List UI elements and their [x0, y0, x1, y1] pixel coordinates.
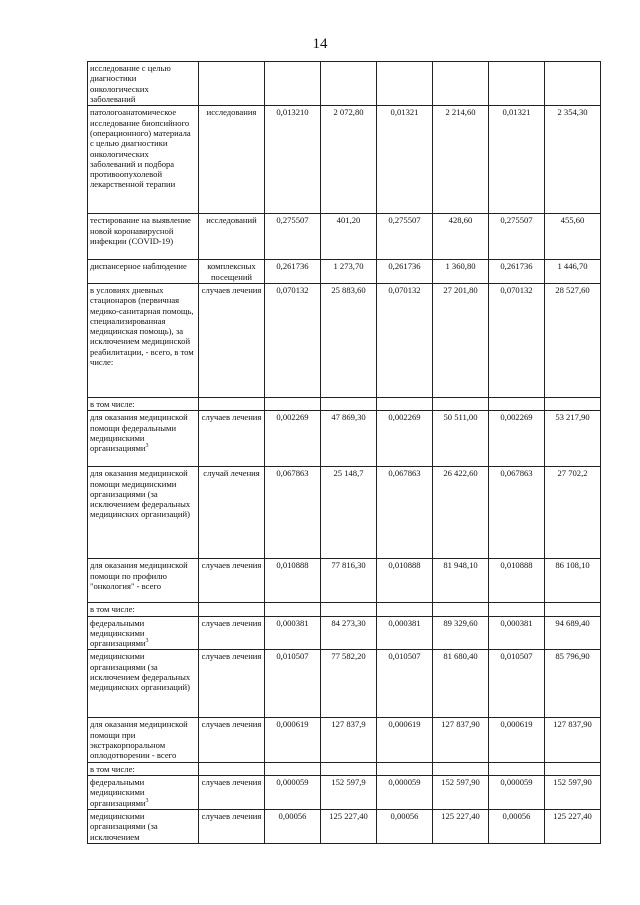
cost-norm-cell: 401,20 — [321, 214, 377, 260]
row-unit: случаев лечения — [199, 616, 265, 650]
cost-norm-cell: 26 422,60 — [433, 467, 489, 559]
cost-norm-cell — [433, 762, 489, 775]
volume-norm-cell: 0,067863 — [377, 467, 433, 559]
row-name — [88, 650, 199, 718]
cost-norm-cell: 77 582,20 — [321, 650, 377, 718]
volume-norm-cell: 0,000059 — [489, 776, 545, 810]
table-row — [88, 62, 601, 106]
volume-norm-cell: 0,000619 — [489, 718, 545, 762]
page-number: 14 — [312, 36, 328, 52]
row-unit: случаев лечения — [199, 809, 265, 843]
volume-norm-cell — [489, 603, 545, 616]
cost-norm-cell — [545, 762, 601, 775]
cost-norm-cell: 28 527,60 — [545, 283, 601, 397]
cost-norm-cell: 25 883,60 — [321, 283, 377, 397]
cost-norm-cell: 2 072,80 — [321, 106, 377, 214]
volume-norm-cell — [377, 397, 433, 410]
row-name — [88, 411, 199, 467]
volume-norm-cell: 0,000381 — [377, 616, 433, 650]
volume-norm-cell: 0,010888 — [265, 559, 321, 603]
row-unit — [199, 762, 265, 775]
volume-norm-cell: 0,067863 — [265, 467, 321, 559]
cost-norm-cell — [321, 62, 377, 106]
table-body — [88, 62, 601, 844]
table-row — [88, 106, 601, 214]
row-unit: исследования — [199, 106, 265, 214]
volume-norm-cell: 0,010507 — [265, 650, 321, 718]
cost-norm-cell: 47 869,30 — [321, 411, 377, 467]
cost-norm-cell — [433, 603, 489, 616]
volume-norm-cell: 0,261736 — [265, 260, 321, 284]
volume-norm-cell: 0,000619 — [265, 718, 321, 762]
volume-norm-cell: 0,002269 — [377, 411, 433, 467]
row-name — [88, 397, 199, 410]
row-unit: случай лечения — [199, 467, 265, 559]
volume-norm-cell — [489, 62, 545, 106]
cost-norm-cell: 152 597,90 — [433, 776, 489, 810]
volume-norm-cell: 0,002269 — [489, 411, 545, 467]
volume-norm-cell: 0,000619 — [377, 718, 433, 762]
row-unit: комплексных посещений — [199, 260, 265, 284]
cost-norm-cell — [433, 62, 489, 106]
row-name-text: в том числе: — [90, 604, 135, 615]
row-name — [88, 467, 199, 559]
volume-norm-cell: 0,00056 — [489, 809, 545, 843]
cost-norm-cell: 1 273,70 — [321, 260, 377, 284]
row-name-text: диспансерное наблюдение — [90, 261, 187, 272]
volume-norm-cell: 0,275507 — [377, 214, 433, 260]
volume-norm-cell: 0,070132 — [489, 283, 545, 397]
cost-norm-cell: 127 837,90 — [545, 718, 601, 762]
row-unit: случаев лечения — [199, 776, 265, 810]
row-name-text: для оказания медицинской помощи федеральными медицинскими организациями — [90, 412, 188, 454]
cost-norm-cell — [433, 397, 489, 410]
volume-norm-cell: 0,067863 — [489, 467, 545, 559]
rates-table — [87, 61, 601, 844]
volume-norm-cell: 0,261736 — [377, 260, 433, 284]
cost-norm-cell: 81 948,10 — [433, 559, 489, 603]
volume-norm-cell: 0,002269 — [265, 411, 321, 467]
cost-norm-cell: 2 214,60 — [433, 106, 489, 214]
row-name-text: федеральными медицинскими организациями — [90, 777, 146, 808]
cost-norm-cell: 85 796,90 — [545, 650, 601, 718]
row-name-text: федеральными медицинскими организациями — [90, 617, 146, 649]
row-unit: случаев лечения — [199, 411, 265, 467]
cost-norm-cell: 94 689,40 — [545, 616, 601, 650]
row-name-text: тестирование на выявление новой коронавирусной инфекции (COVID-19) — [90, 215, 191, 246]
cost-norm-cell — [545, 62, 601, 106]
row-name-text: для оказания медицинской помощи медицинскими организациями (за исключением федеральных медицинских организаций) — [90, 468, 191, 520]
table-row — [88, 260, 601, 284]
cost-norm-cell — [321, 762, 377, 775]
volume-norm-cell: 0,013210 — [265, 106, 321, 214]
volume-norm-cell — [377, 62, 433, 106]
row-name — [88, 809, 199, 843]
footnote-mark: 3 — [145, 797, 149, 804]
cost-norm-cell — [545, 397, 601, 410]
table-row — [88, 776, 601, 810]
cost-norm-cell: 1 446,70 — [545, 260, 601, 284]
volume-norm-cell — [377, 762, 433, 775]
table-row — [88, 650, 601, 718]
row-name-text: в том числе: — [90, 763, 135, 774]
cost-norm-cell: 125 227,40 — [433, 809, 489, 843]
cost-norm-cell: 50 511,00 — [433, 411, 489, 467]
row-name-text: медицинскими организациями (за исключением федеральных медицинских организаций) — [90, 651, 191, 693]
row-name — [88, 718, 199, 762]
row-name-text: для оказания медицинской помощи по профилю "онкология" - всего — [90, 560, 188, 591]
cost-norm-cell: 89 329,60 — [433, 616, 489, 650]
cost-norm-cell: 152 597,90 — [545, 776, 601, 810]
volume-norm-cell: 0,010507 — [489, 650, 545, 718]
volume-norm-cell — [265, 397, 321, 410]
cost-norm-cell: 125 227,40 — [321, 809, 377, 843]
cost-norm-cell: 27 702,2 — [545, 467, 601, 559]
footnote-mark: 3 — [145, 443, 149, 450]
cost-norm-cell: 125 227,40 — [545, 809, 601, 843]
volume-norm-cell: 0,000059 — [377, 776, 433, 810]
table-row — [88, 397, 601, 410]
row-name — [88, 260, 199, 284]
cost-norm-cell: 25 148,7 — [321, 467, 377, 559]
row-name-text: для оказания медицинской помощи при экстракорпоральном оплодотворении - всего — [90, 719, 188, 761]
cost-norm-cell: 27 201,80 — [433, 283, 489, 397]
volume-norm-cell: 0,01321 — [377, 106, 433, 214]
footnote-mark: 3 — [145, 638, 149, 645]
table-row — [88, 616, 601, 650]
row-name — [88, 62, 199, 106]
volume-norm-cell: 0,010888 — [377, 559, 433, 603]
volume-norm-cell: 0,00056 — [377, 809, 433, 843]
table-row — [88, 559, 601, 603]
row-unit: случаев лечения — [199, 650, 265, 718]
row-name-text: в условиях дневных стационаров (первичная медико-санитарная помощь, специализированная медицинская помощь), за исключением медицинской реабилитации, - всего, в том числе: — [90, 284, 194, 368]
row-name-text: медицинскими организациями (за исключением — [90, 810, 158, 842]
table-row — [88, 214, 601, 260]
row-name-text: исследование с целью диагностики онкологических заболеваний — [90, 63, 171, 104]
volume-norm-cell — [377, 603, 433, 616]
volume-norm-cell — [489, 397, 545, 410]
cost-norm-cell: 1 360,80 — [433, 260, 489, 284]
volume-norm-cell: 0,010888 — [489, 559, 545, 603]
volume-norm-cell: 0,000381 — [489, 616, 545, 650]
cost-norm-cell: 2 354,30 — [545, 106, 601, 214]
volume-norm-cell: 0,000381 — [265, 616, 321, 650]
table-row — [88, 718, 601, 762]
row-name — [88, 283, 199, 397]
table-row — [88, 809, 601, 843]
row-unit: случаев лечения — [199, 283, 265, 397]
volume-norm-cell — [265, 603, 321, 616]
volume-norm-cell: 0,010507 — [377, 650, 433, 718]
volume-norm-cell: 0,01321 — [489, 106, 545, 214]
row-unit — [199, 397, 265, 410]
volume-norm-cell: 0,000059 — [265, 776, 321, 810]
volume-norm-cell: 0,275507 — [489, 214, 545, 260]
volume-norm-cell: 0,275507 — [265, 214, 321, 260]
cost-norm-cell — [321, 603, 377, 616]
cost-norm-cell: 86 108,10 — [545, 559, 601, 603]
volume-norm-cell — [265, 62, 321, 106]
row-name — [88, 776, 199, 810]
row-name-text: патологоанатомическое исследование биопсийного (операционного) материала с целью диагностики онкологических заболеваний и подбора противоопухолевой лекарственной терапии — [90, 107, 191, 190]
volume-norm-cell — [265, 762, 321, 775]
row-name — [88, 559, 199, 603]
row-name — [88, 762, 199, 775]
row-unit: исследований — [199, 214, 265, 260]
row-name — [88, 106, 199, 214]
cost-norm-cell: 127 837,9 — [321, 718, 377, 762]
row-name — [88, 214, 199, 260]
row-name — [88, 616, 199, 650]
row-unit: случаев лечения — [199, 559, 265, 603]
table-row — [88, 603, 601, 616]
cost-norm-cell — [545, 603, 601, 616]
row-unit — [199, 603, 265, 616]
row-unit — [199, 62, 265, 106]
table-row — [88, 411, 601, 467]
row-name-text: в том числе: — [90, 398, 135, 409]
cost-norm-cell: 127 837,90 — [433, 718, 489, 762]
cost-norm-cell: 428,60 — [433, 214, 489, 260]
table-row — [88, 283, 601, 397]
cost-norm-cell: 152 597,9 — [321, 776, 377, 810]
volume-norm-cell: 0,070132 — [377, 283, 433, 397]
table-row — [88, 762, 601, 775]
cost-norm-cell: 84 273,30 — [321, 616, 377, 650]
cost-norm-cell: 77 816,30 — [321, 559, 377, 603]
cost-norm-cell: 455,60 — [545, 214, 601, 260]
table-row — [88, 467, 601, 559]
cost-norm-cell: 81 680,40 — [433, 650, 489, 718]
row-unit: случаев лечения — [199, 718, 265, 762]
cost-norm-cell — [321, 397, 377, 410]
volume-norm-cell — [489, 762, 545, 775]
cost-norm-cell: 53 217,90 — [545, 411, 601, 467]
volume-norm-cell: 0,00056 — [265, 809, 321, 843]
row-name — [88, 603, 199, 616]
volume-norm-cell: 0,070132 — [265, 283, 321, 397]
volume-norm-cell: 0,261736 — [489, 260, 545, 284]
